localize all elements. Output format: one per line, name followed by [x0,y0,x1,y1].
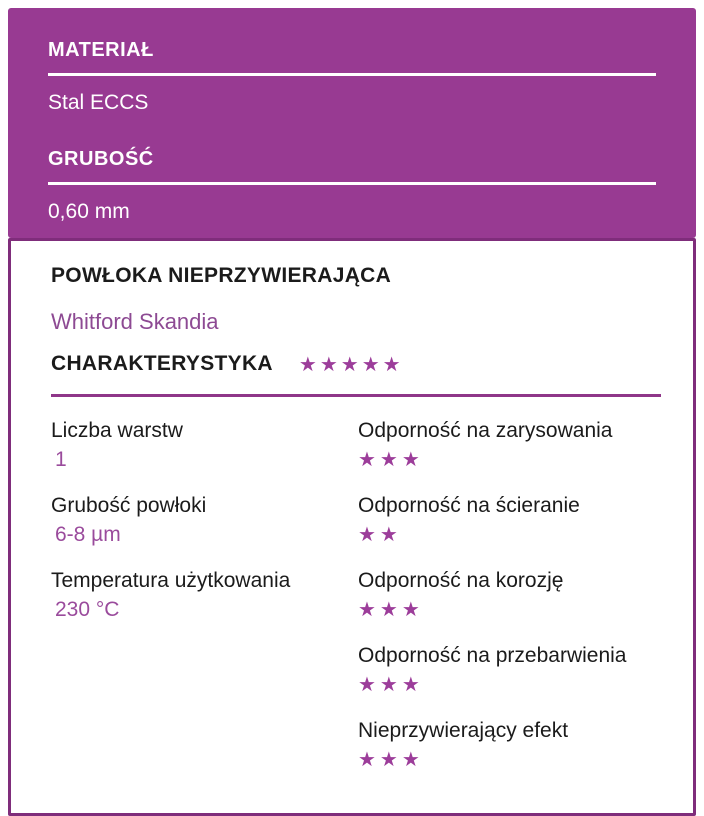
spec-label: Liczba warstw [51,419,183,442]
spec-usage-temperature [51,568,358,622]
rating-abrasion-resistance [358,493,665,547]
spec-value: 230 °C [55,598,120,621]
section-divider [51,394,661,397]
rating-stars: ★★★ [358,672,424,696]
spec-layers [51,418,358,472]
overall-rating-stars: ★★★★★ [298,351,404,376]
rating-label: Nieprzywierający efekt [358,719,569,742]
spec-value: 6-8 µm [55,523,121,546]
rating-label: Odporność na korozję [358,569,564,592]
material-header-block [8,8,696,238]
material-label: MATERIAŁ [48,39,154,61]
thickness-value: 0,60 mm [48,200,130,223]
material-underline [48,73,656,76]
rating-scratch-resistance [358,418,665,472]
rating-label: Odporność na przebarwienia [358,644,627,667]
rating-stars: ★★★ [358,597,424,621]
rating-stars: ★★★ [358,747,424,771]
spec-coating-thickness [51,493,358,547]
rating-nonstick-effect [358,718,665,772]
thickness-field [48,147,656,224]
rating-label: Odporność na zarysowania [358,419,613,442]
material-field [48,38,656,115]
rating-stars: ★★★ [358,447,424,471]
material-value: Stal ECCS [48,91,149,114]
rating-corrosion-resistance [358,568,665,622]
specs-grid [51,418,665,793]
spec-label: Grubość powłoki [51,494,207,517]
rating-stars: ★★ [358,522,402,546]
spec-label: Temperatura użytkowania [51,569,291,592]
rating-label: Odporność na ścieranie [358,494,580,517]
characteristics-label: CHARAKTERYSTYKA [51,352,273,375]
coating-section-title: POWŁOKA NIEPRZYWIERAJĄCA [51,264,392,287]
coating-details-box [8,238,696,816]
thickness-underline [48,182,656,185]
spec-value: 1 [55,448,67,471]
coating-brand-name: Whitford Skandia [51,309,219,334]
characteristics-row [51,351,665,377]
rating-discoloration-resistance [358,643,665,697]
thickness-label: GRUBOŚĆ [48,148,154,170]
